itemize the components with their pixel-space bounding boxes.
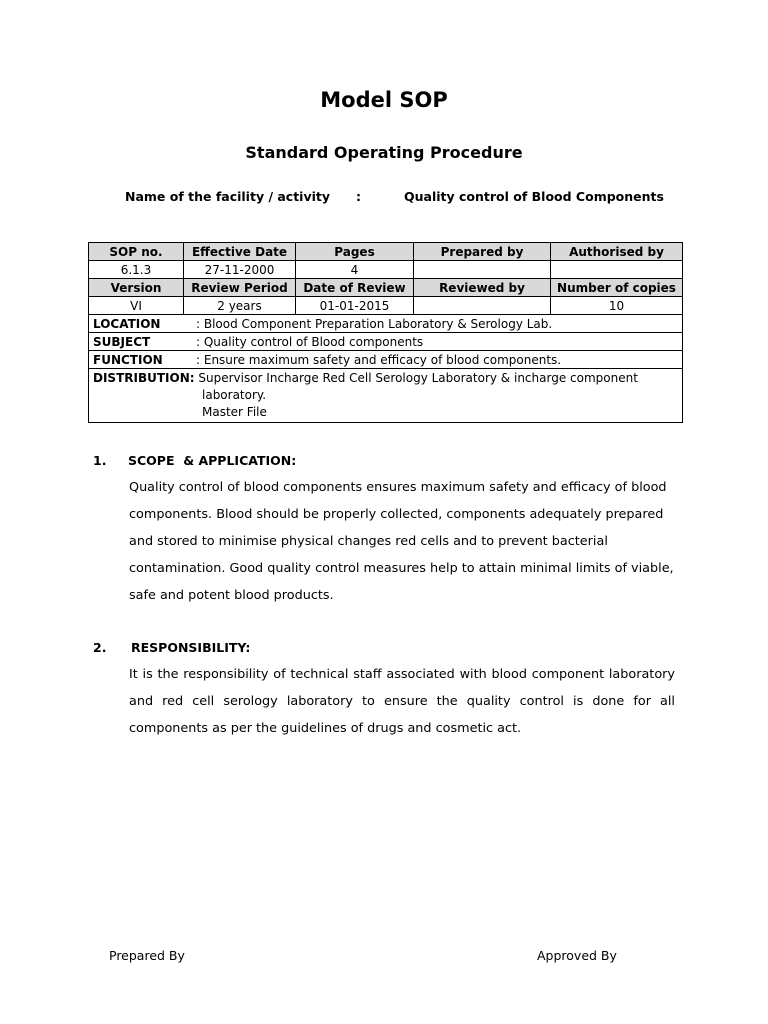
distribution-line-2: laboratory. [202,388,267,402]
subject-label: SUBJECT [93,334,151,349]
section-1-heading: SCOPE & APPLICATION: [128,453,297,468]
value-authorised-by [551,261,683,279]
value-version: VI [89,297,184,315]
section-2-line: and red cell serology laboratory to ensure the quality control is done for all [129,694,675,709]
table-header-row [89,279,683,297]
section-1-line: Quality control of blood components ensures maximum safety and efficacy of blood [129,480,667,495]
value-reviewed-by [414,297,551,315]
header-authorised-by: Authorised by [551,243,683,261]
header-review-period: Review Period [184,279,296,297]
section-1-line: and stored to minimise physical changes red cells and to prevent bacterial [129,534,608,549]
header-reviewed-by: Reviewed by [414,279,551,297]
header-sop-no: SOP no. [89,243,184,261]
section-1-line: components. Blood should be properly collected, components adequately prepared [129,507,664,522]
value-date-of-review: 01-01-2015 [296,297,414,315]
prepared-by-label: Prepared By [109,948,185,963]
location-label: LOCATION [93,316,161,331]
section-1-line: contamination. Good quality control measures help to attain minimal limits of viable, [129,561,674,576]
value-effective-date: 27-11-2000 [184,261,296,279]
section-2-number: 2. [93,640,107,655]
subject-row [89,333,683,351]
function-value: : Ensure maximum safety and efficacy of blood components. [196,352,562,367]
distribution-row [89,369,683,423]
value-review-period: 2 years [184,297,296,315]
table-header-row [89,243,683,261]
header-number-of-copies: Number of copies [551,279,683,297]
value-sop-no: 6.1.3 [89,261,184,279]
header-prepared-by: Prepared by [414,243,551,261]
table-row [89,297,683,315]
sop-info-table [88,242,683,423]
document-subtitle: Standard Operating Procedure [245,143,523,162]
location-value: : Blood Component Preparation Laboratory & Serology Lab. [196,316,553,331]
subject-value: : Quality control of Blood components [196,334,424,349]
section-2-heading: RESPONSIBILITY: [131,640,251,655]
section-2-line: It is the responsibility of technical staff associated with blood component laboratory [129,667,675,682]
header-version: Version [89,279,184,297]
facility-separator: : [356,189,361,204]
distribution-label: DISTRIBUTION: [93,371,195,385]
approved-by-label: Approved By [537,948,617,963]
distribution-line-1: Supervisor Incharge Red Cell Serology Laboratory & incharge component [198,371,638,385]
section-2-line: components as per the guidelines of drugs and cosmetic act. [129,721,522,736]
facility-label: Name of the facility / activity [125,189,331,204]
header-effective-date: Effective Date [184,243,296,261]
distribution-line-3: Master File [202,405,267,419]
facility-value: Quality control of Blood Components [404,189,664,204]
section-1-line: safe and potent blood products. [129,588,334,603]
value-number-of-copies: 10 [551,297,683,315]
table-row [89,261,683,279]
header-date-of-review: Date of Review [296,279,414,297]
value-pages: 4 [296,261,414,279]
function-row [89,351,683,369]
section-1-body [129,474,675,609]
value-prepared-by [414,261,551,279]
function-label: FUNCTION [93,352,163,367]
header-pages: Pages [296,243,414,261]
section-2-body [129,661,675,742]
document-title: Model SOP [320,88,448,112]
location-row [89,315,683,333]
section-1-number: 1. [93,453,107,468]
